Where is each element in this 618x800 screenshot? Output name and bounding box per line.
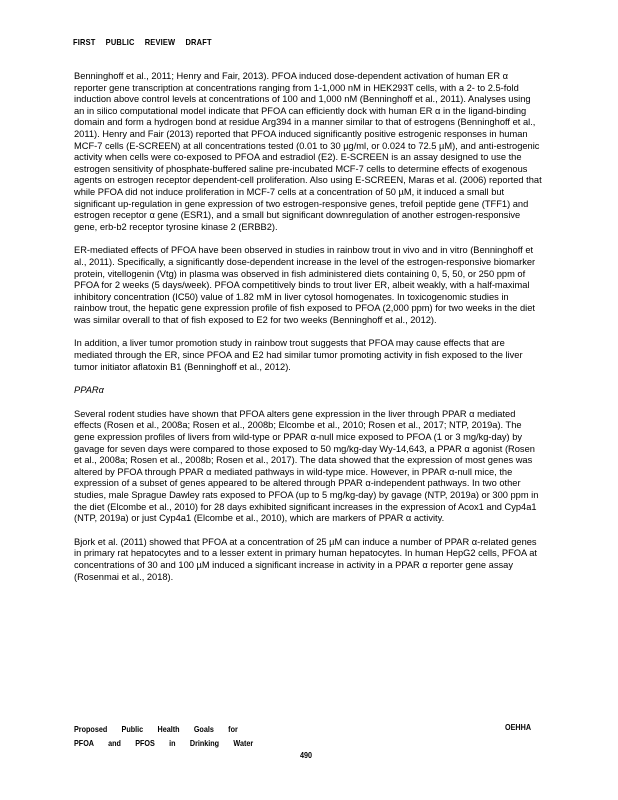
section-heading-ppar: PPARα (74, 385, 104, 396)
paragraph-rainbow-trout: ER-mediated effects of PFOA have been observed in studies in rainbow trout in vivo and in vitro (Benninghoff et al., 2011). Specifically, a significantly dose-dependent increase in the level of the estrogen-responsive biomarker protein, vitellogenin (Vtg) in plasma was observed in fish administered diets containing 0, 5, 50, or 250 ppm of PFOA for 2 weeks (5 days/week). PFOA competitively binds to trout liver ER, albeit weakly, with a half-maximal inhibitory concentration (IC50) value of 1.82 mM in liver cytosol homogenates. In toxicogenomic studies in rainbow trout, the hepatic gene expression profile of fish exposed to PFOA (2,000 ppm) for two weeks in the diet was similar overall to that of fish exposed to E2 for two weeks (Benninghoff et al., 2012). (74, 245, 536, 325)
footer-document-title (74, 723, 253, 751)
running-header: FIRST PUBLIC REVIEW DRAFT (73, 37, 212, 47)
paragraph-tumor-promotion: In addition, a liver tumor promotion study in rainbow trout suggests that PFOA may cause effects that are mediated through the ER, since PFOA and E2 had similar tumor promoting activity in fish exposed to the liver tumor initiator aflatoxin B1 (Benninghoff et al., 2012). (74, 338, 523, 372)
footer-agency: OEHHA (505, 723, 532, 732)
footer-title-line-1: Proposed Public Health Goals for (74, 725, 238, 734)
paragraph-hepatocytes: Bjork et al. (2011) showed that PFOA at a concentration of 25 µM can induce a number of PPAR α-related genes in primary rat hepatocytes and to a lesser extent in primary human hepatocytes. In human HepG2 cells, PFOA at concentrations of 30 and 100 µM induced a significant increase in activity in a PPAR α reporter gene assay (Rosenmai et al., 2018). (74, 536, 538, 582)
paragraph-er-activation: Benninghoff et al., 2011; Henry and Fair, 2013). PFOA induced dose-dependent activation of human ER α reporter gene transcription at concentrations ranging from 1-1,000 nM in HEK293T cells, with a 2- to 2.5-fold induction above control levels at concentrations of 100 and 1,000 nM (Benninghoff et al., 2011). Analyses using an in silico computational model indicate that PFOA can efficiently dock with human ER α in the ligand-binding domain and form a hydrogen bond at residue Arg394 in a manner similar to that of estrogens (Benninghoff et al., 2011). Henry and Fair (2013) reported that PFOA induced significantly positive estrogenic responses in human MCF-7 cells (E-SCREEN) at all concentrations tested (0.01 to 30 µg/ml, or 0.024 to 72.5 µM), and anti-estrogenic activity when cells were co-exposed to PFOA and estradiol (E2). E-SCREEN is an assay designed to use the estrogen sensitivity of phosphate-buffered saline pre-incubated MCF-7 cells to determine effects of exogenous agents on estrogen receptor dependent-cell proliferation. Also using E-SCREEN, Maras et al. (2006) reported that while PFOA did not induce proliferation in MCF-7 cells at a concentration of 50 µM, it induced a small but significant up-regulation in gene expression of two estrogen-responsive genes, trefoil peptide gene (TFF1) and estrogen receptor α gene (ESR1), and a small but significant downregulation of another estrogen-responsive gene, erb-b2 receptor tyrosine kinase 2 (ERBB2). (74, 71, 542, 232)
paragraph-rodent-studies: Several rodent studies have shown that PFOA alters gene expression in the liver through PPAR α mediated effects (Rosen et al., 2008a; Rosen et al., 2008b; Elcombe et al., 2010; Rosen et al., 2017; NTP, 2019a). The gene expression profiles of livers from wild-type or PPAR α-null mice exposed to PFOA (1 or 3 mg/kg-day) by gavage for seven days were compared to those exposed to 50 mg/kg-day Wy-14,643, a PPAR α agonist (Rosen et al., 2008a; Rosen et al., 2008b; Rosen et al., 2017). The data showed that the expression of most genes was altered by PFOA through PPAR α mediated pathways in wild-type mice. However, in PPAR α-null mice, the expression of a subset of genes appeared to be altered through PPAR α-independent pathways. In two other studies, male Sprague Dawley rats exposed to PFOA (up to 5 mg/kg-day) by gavage (NTP, 2019a) or 300 ppm in the diet (Elcombe et al., 2010) for 28 days exhibited significant increases in the expression of Acox1 and Cyp4a1 (NTP, 2019a) or just Cyp4a1 (Elcombe et al., 2010), which are markers of PPAR α activity. (74, 408, 539, 524)
footer-title-line-2: PFOA and PFOS in Drinking Water (74, 739, 254, 748)
page-number: 490 (300, 751, 313, 760)
document-body (74, 71, 542, 595)
